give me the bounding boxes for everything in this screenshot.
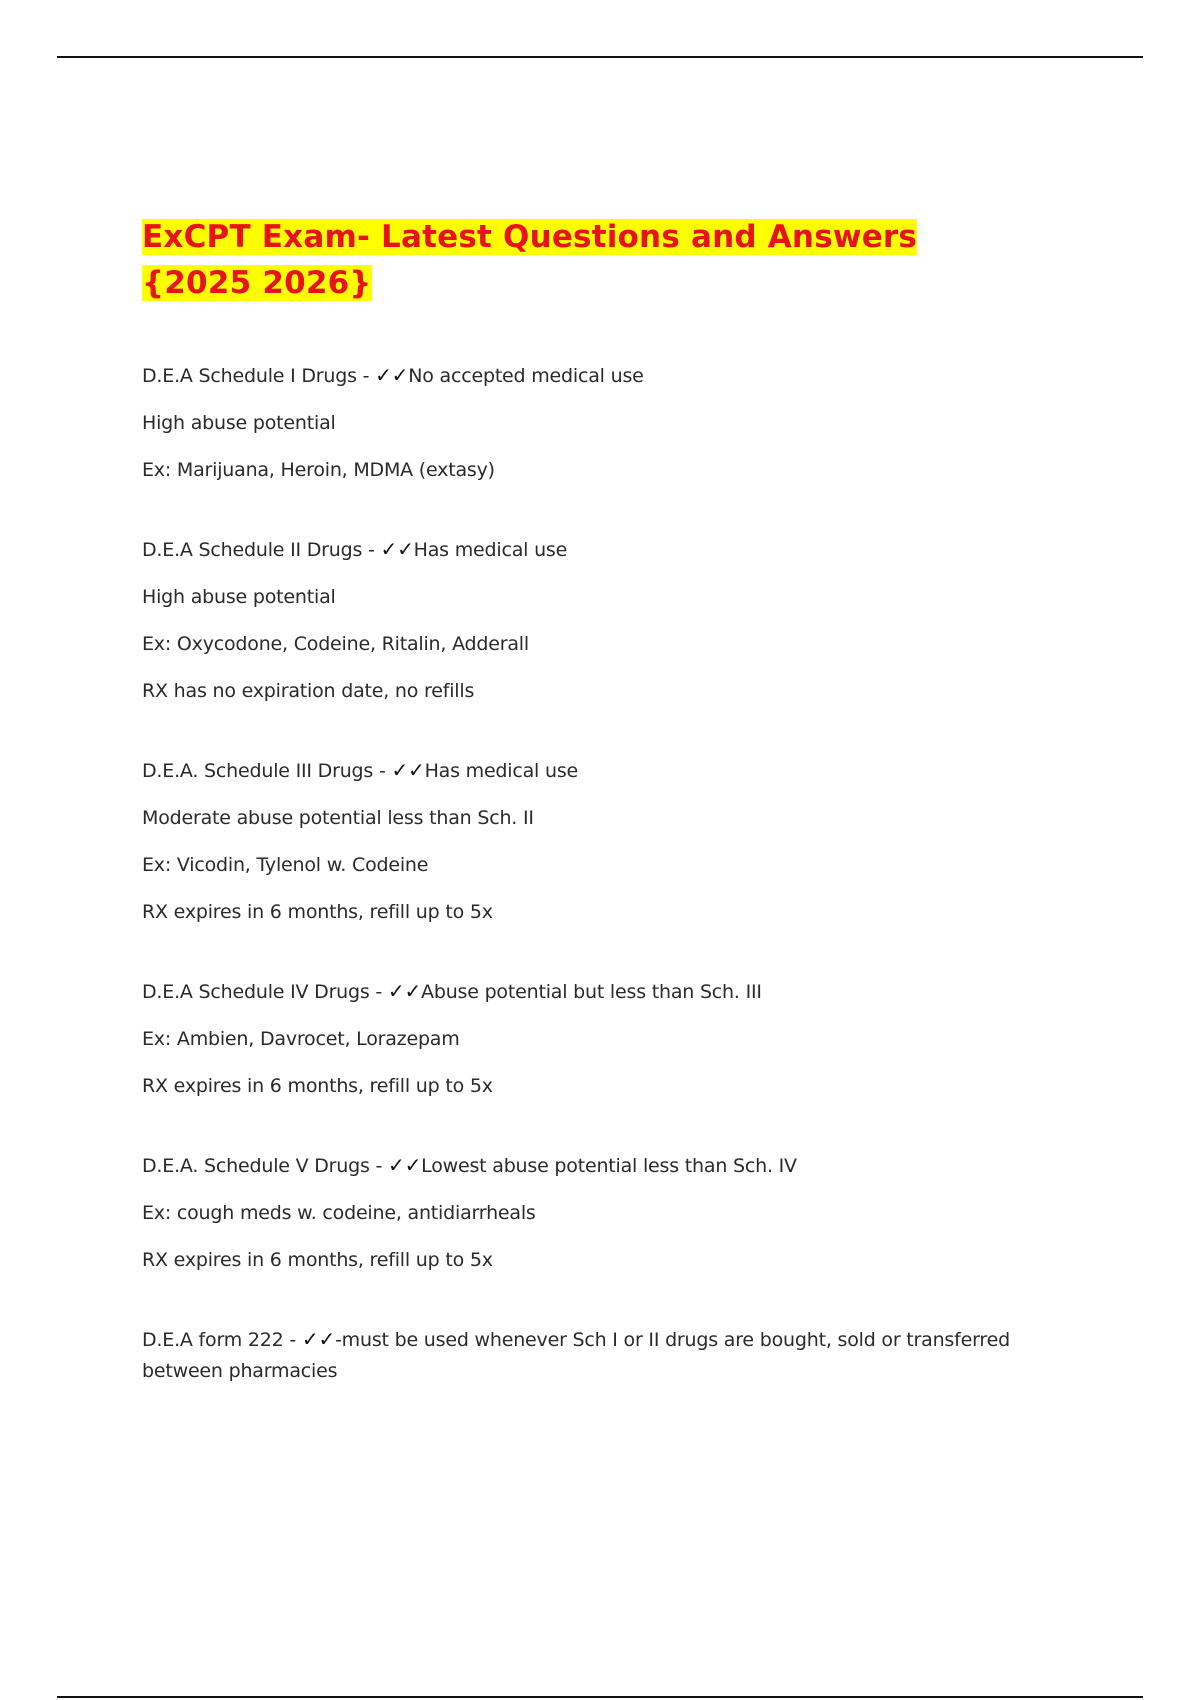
qa-entry bbox=[142, 360, 1042, 486]
document-body bbox=[142, 214, 1042, 1435]
detail-line: RX expires in 6 months, refill up to 5x bbox=[142, 1249, 493, 1271]
term: D.E.A Schedule I Drugs - bbox=[142, 365, 376, 387]
check-mark-icon: ✓✓ bbox=[387, 979, 422, 1003]
detail-line: RX expires in 6 months, refill up to 5x bbox=[142, 1075, 493, 1097]
answer: No accepted medical use bbox=[408, 365, 644, 387]
question-line bbox=[142, 360, 1042, 392]
qa-entry bbox=[142, 534, 1042, 707]
detail-line: Ex: Ambien, Davrocet, Lorazepam bbox=[142, 1028, 460, 1050]
answer: Has medical use bbox=[413, 539, 568, 561]
top-rule bbox=[57, 56, 1143, 58]
question-line bbox=[142, 976, 1042, 1008]
detail-line: Moderate abuse potential less than Sch. II bbox=[142, 807, 534, 829]
term: D.E.A Schedule II Drugs - bbox=[142, 539, 381, 561]
check-mark-icon: ✓✓ bbox=[375, 363, 409, 387]
detail-line: Ex: cough meds w. codeine, antidiarrheals bbox=[142, 1202, 536, 1224]
answer: Has medical use bbox=[424, 760, 579, 782]
qa-entry bbox=[142, 755, 1042, 928]
detail-line: RX expires in 6 months, refill up to 5x bbox=[142, 901, 493, 923]
qa-entry bbox=[142, 1150, 1042, 1276]
detail-line: Ex: Oxycodone, Codeine, Ritalin, Adderall bbox=[142, 633, 529, 655]
document-title: ExCPT Exam- Latest Questions and Answers {2025 2026} bbox=[142, 219, 918, 301]
answer: Abuse potential but less than Sch. III bbox=[421, 981, 762, 1003]
detail-line: High abuse potential bbox=[142, 412, 336, 434]
term: D.E.A. Schedule III Drugs - bbox=[142, 760, 392, 782]
detail-line: Ex: Marijuana, Heroin, MDMA (extasy) bbox=[142, 459, 495, 481]
term: D.E.A Schedule IV Drugs - bbox=[142, 981, 388, 1003]
title-wrap bbox=[142, 214, 1022, 306]
answer: -must be used whenever Sch I or II drugs are bought, sold or transferred between pharmacies bbox=[142, 1329, 1010, 1382]
detail-line: Ex: Vicodin, Tylenol w. Codeine bbox=[142, 854, 429, 876]
bottom-rule bbox=[57, 1696, 1143, 1698]
check-mark-icon: ✓✓ bbox=[388, 1153, 422, 1177]
question-line bbox=[142, 534, 1042, 566]
question-line bbox=[142, 1324, 1042, 1387]
answer: Lowest abuse potential less than Sch. IV bbox=[421, 1155, 797, 1177]
qa-entry bbox=[142, 976, 1042, 1102]
detail-line: High abuse potential bbox=[142, 586, 336, 608]
question-line bbox=[142, 1150, 1042, 1182]
term: D.E.A form 222 - bbox=[142, 1329, 302, 1351]
check-mark-icon: ✓✓ bbox=[380, 537, 414, 561]
qa-entry bbox=[142, 1324, 1042, 1387]
question-line bbox=[142, 755, 1042, 787]
detail-line: RX has no expiration date, no refills bbox=[142, 680, 475, 702]
term: D.E.A. Schedule V Drugs - bbox=[142, 1155, 389, 1177]
check-mark-icon: ✓✓ bbox=[301, 1327, 336, 1351]
check-mark-icon: ✓✓ bbox=[391, 758, 425, 782]
